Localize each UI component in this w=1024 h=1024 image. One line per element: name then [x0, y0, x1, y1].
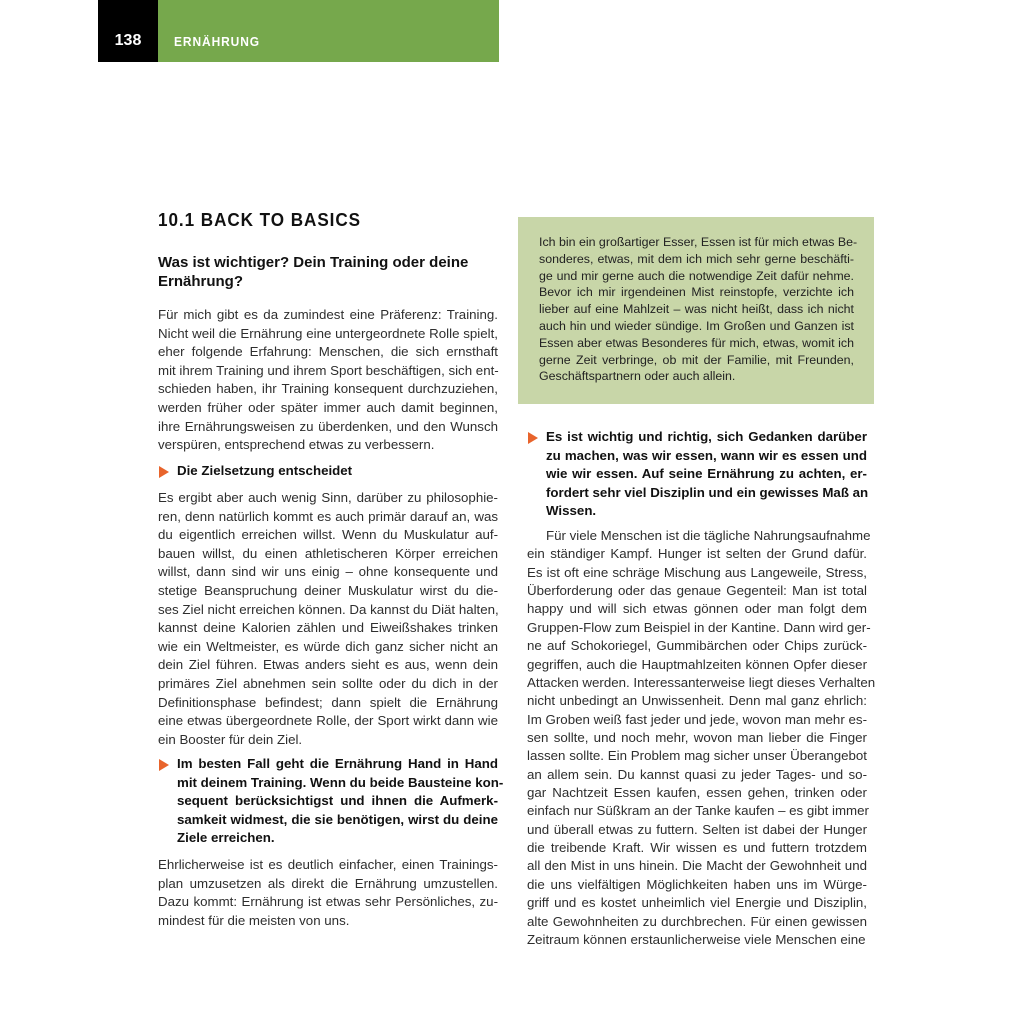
text-line: gar Nachtzeit Essen kaufen, essen gehen, trinken oder	[527, 785, 867, 801]
text-line: und überall etwas zu futtern. Selten ist dabei der Hunger	[527, 821, 867, 837]
text-line: auch hin und wieder sündige. Im Großen und Ganzen ist	[539, 318, 854, 333]
text-line: primäres Ziel abnehmen sein sollte oder du dich in der	[158, 675, 498, 691]
text-line: sen sollte, und noch mehr, wovon man lieber die Finger	[527, 729, 867, 745]
text-line: ne auf Schokoriegel, Gummibärchen oder Chips zurück-	[527, 638, 867, 654]
page-number: 138	[98, 0, 158, 62]
paragraph	[158, 489, 498, 749]
paragraph	[158, 856, 498, 930]
text-line: ren, denn natürlich kommt es auch primär darauf an, was	[158, 508, 498, 524]
section-title: 10.1 BACK TO BASICS	[158, 210, 362, 230]
text-line: eine etwas übergeordnete Rolle, der Sport wirkt dann wie	[158, 713, 498, 729]
text-line: Ehrlicherweise ist es deutlich einfacher, einen Trainings-	[158, 857, 498, 872]
paragraph	[527, 527, 876, 949]
text-line: Für viele Menschen ist die tägliche Nahrungsaufnahme	[546, 528, 871, 543]
bullet-heading	[177, 462, 498, 481]
text-line: willst, dann sind wir uns einig – ohne konsequente und	[158, 564, 498, 580]
text-line: einfach nur Süßkram an der Tanke kaufen – es gibt immer	[527, 803, 869, 819]
text-line: ein ständiger Kampf. Hunger ist selten der Grund dafür.	[527, 546, 867, 562]
text-line: Zeitraum können erstaunlicherweise viele Menschen eine	[527, 931, 866, 947]
text-line: Bevor ich mir irgendeinen Mist reinstopfe, verzichte ich	[539, 285, 854, 300]
text-line: nicht unbedingt an Unwissenheit. Denn mal ganz ehrlich:	[527, 693, 867, 709]
text-line: Für mich gibt es da zumindest eine Präferenz: Training.	[158, 307, 498, 322]
text-line: sequent berücksichtigst und ihnen die Aufmerk-	[177, 793, 498, 809]
text-line: gegriffen, auch die Hauptmahlzeiten können Opfer dieser	[527, 656, 867, 672]
bullet-arrow-icon	[528, 432, 538, 444]
text-line: an allem sein. Du kannst quasi zu jeder Tages- und so-	[527, 766, 867, 782]
text-line: Geschäftspartnern oder auch allein.	[539, 369, 736, 384]
chapter-title: ERNÄHRUNG	[174, 34, 261, 49]
text-line: wie wir essen. Auf seine Ernährung zu achten, er-	[546, 466, 867, 482]
bullet-arrow-icon	[159, 759, 169, 771]
text-line: ses Ziel nicht erreichen können. Da kannst du Diät halten,	[158, 601, 499, 617]
text-line: verspüren, entsprechend etwas zu verbessern.	[158, 437, 435, 453]
text-line: all den Mist in uns hinein. Die Macht der Gewohnheit und	[527, 858, 867, 874]
quote-box	[518, 217, 874, 404]
text-line: bauen willst, du einen athletischeren Körper erreichen	[158, 545, 498, 561]
text-line: Im besten Fall geht die Ernährung Hand in Hand	[177, 756, 498, 771]
text-line: Essen aber etwas Besonderes für mich, etwas, womit ich	[539, 335, 854, 350]
text-line: eher folgende Erfahrung: Menschen, die sich ernsthaft	[158, 344, 498, 360]
text-line: kannst deine Kalorien zählen und Eiweißshakes trinken	[158, 620, 498, 636]
text-line: Attacken werden. Interessanterweise liegt dieses Verhalten	[527, 674, 876, 690]
text-line: Dazu kommt: Ernährung ist etwas sehr Persönliches, zu-	[158, 894, 498, 910]
text-line: fordert sehr viel Disziplin und ein gewisses Maß an	[546, 484, 869, 500]
quote-text	[539, 234, 858, 385]
text-line: alte Gewohnheiten zu durchbrechen. Für einen gewissen	[527, 913, 867, 929]
bullet-highlight	[177, 755, 504, 848]
text-line: stetige Beanspruchung deiner Muskulatur wirst du die-	[158, 582, 498, 598]
text-line: Ich bin ein großartiger Esser, Essen ist für mich etwas Be-	[539, 235, 858, 249]
text-line: Im Groben weiß fast jeder und jede, wovon man mehr es-	[527, 711, 867, 727]
subheading: Was ist wichtiger? Dein Training oder deine Ernährung?	[158, 254, 469, 290]
chapter-header-bar	[158, 0, 499, 62]
text-line: Definitionsphase befindest; dann spielt die Ernährung	[158, 694, 498, 710]
text-line: sonderes, etwas, mit dem ich mich sehr gerne beschäfti-	[539, 251, 854, 266]
bullet-highlight	[546, 428, 867, 521]
text-line: Es ist oft eine schräge Mischung aus Langeweile, Stress,	[527, 564, 867, 580]
text-line: werden früher oder später immer auch damit beginnen,	[158, 399, 498, 415]
text-line: Wissen.	[546, 503, 597, 519]
text-line: Gruppen-Flow zum Beispiel in der Kantine. Dann wird ger-	[527, 619, 871, 635]
text-line: gerne Zeit verbringe, ob mit der Familie, mit Freunden,	[539, 352, 854, 367]
text-line: ein Booster für dein Ziel.	[158, 731, 303, 747]
text-line: ihre Ernährungsweisen zu überdenken, und den Wunsch	[158, 418, 498, 434]
text-line: zu machen, was wir essen, wann wir es essen und	[546, 447, 867, 463]
text-line: wie ein Weltmeister, es würde dich ganz sicher nicht an	[158, 638, 498, 654]
text-line: Überforderung oder das genaue Gegenteil: Man ist total	[527, 583, 867, 599]
text-line: dein Ziel führen. Etwas anders sieht es aus, wenn dein	[158, 657, 498, 673]
text-line: ge und mir gerne auch die notwendige Zeit dafür nehme.	[539, 268, 854, 283]
text-line: mit deinem Training. Wenn du beide Bausteine kon-	[177, 774, 504, 790]
text-line: griff und es kostet unheimlich viel Energie und Disziplin,	[527, 895, 867, 911]
text-line: mit ihrem Training und ihrem Sport beschäftigen, sich ent-	[158, 362, 499, 378]
text-line: plan umzusetzen als direkt die Ernährung umzustellen.	[158, 875, 498, 891]
text-line: Es ist wichtig und richtig, sich Gedanken darüber	[546, 429, 867, 444]
text-line: Es ergibt aber auch wenig Sinn, darüber zu philosophie-	[158, 490, 498, 505]
text-line: Ziele erreichen.	[177, 830, 275, 846]
paragraph	[158, 306, 498, 455]
bullet-arrow-icon	[159, 466, 169, 478]
text-line: lieber auf eine Mahlzeit – was nicht heißt, dass ich nicht	[539, 302, 854, 317]
text-line: lassen sollte. Ein Problem mag sicher unser Überangebot	[527, 748, 867, 764]
text-line: die treibende Kraft. Wir wissen es und futtern trotzdem	[527, 840, 867, 856]
text-line: du eigentlich erreichen willst. Wenn du Muskulatur auf-	[158, 527, 498, 543]
text-line: Nicht weil die Ernährung eine untergeordnete Rolle spielt,	[158, 325, 498, 341]
text-line: samkeit widmest, die sie benötigen, wirst du deine	[177, 811, 498, 827]
text-line: happy und will sich etwas gönnen oder man folgt dem	[527, 601, 867, 617]
bullet-heading-text: Die Zielsetzung entscheidet	[177, 463, 353, 478]
text-line: mindest für die meisten von uns.	[158, 912, 350, 928]
text-line: die uns vielfältigen Möglichkeiten haben uns im Würge-	[527, 876, 867, 892]
text-line: schieden haben, ihr Training konsequent durchzuziehen,	[158, 381, 498, 397]
